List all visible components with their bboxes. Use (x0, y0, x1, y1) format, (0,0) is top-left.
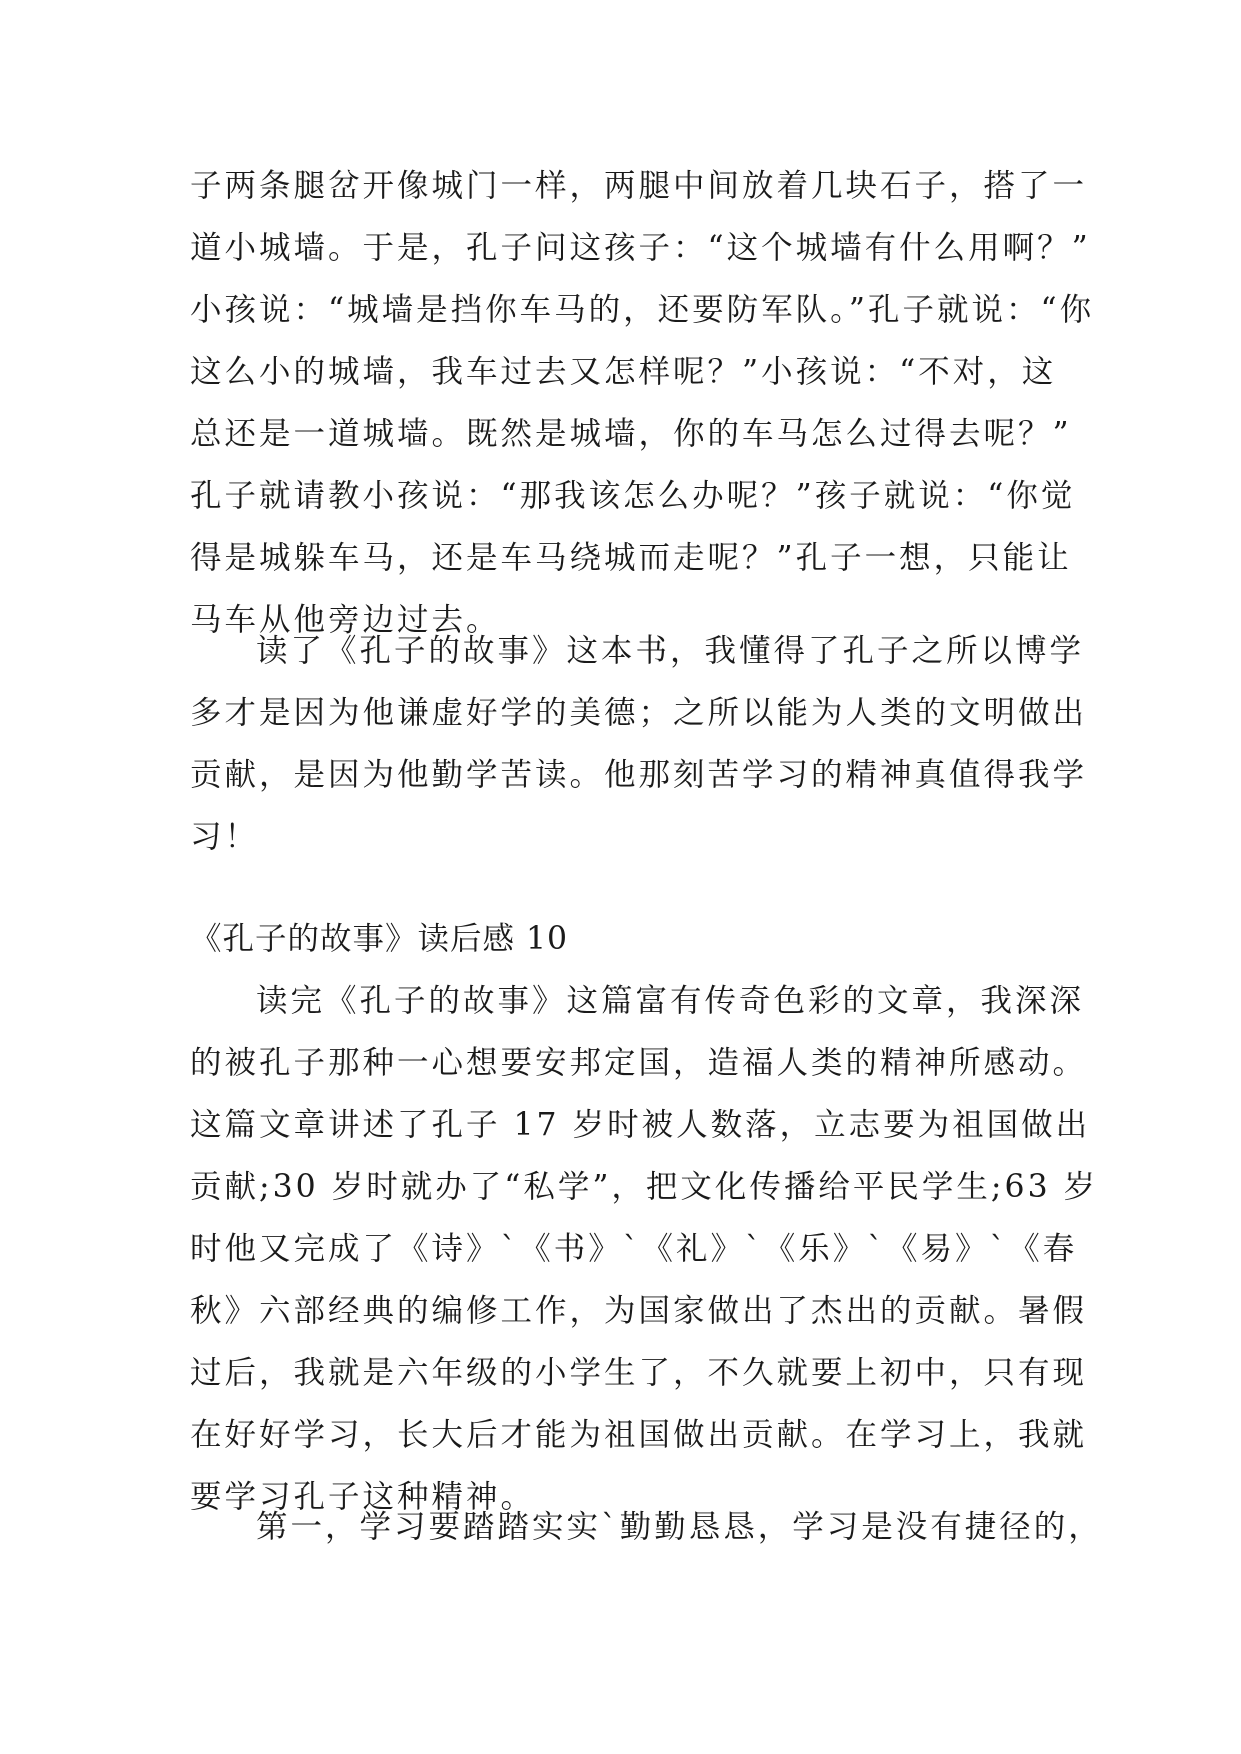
text-line: 要学习孔子这种精神。 (190, 1479, 536, 1515)
text-line: 得是城躲车马，还是车马绕城而走呢？”孔子一想，只能让 (190, 540, 1072, 576)
text-line: 时他又完成了《诗》`《书》`《礼》`《乐》`《易》`《春 (190, 1231, 1078, 1267)
text-line: 道小城墙。于是，孔子问这孩子：“这个城墙有什么用啊？” (190, 230, 1091, 266)
text-line: 总还是一道城墙。既然是城墙，你的车马怎么过得去呢？” (190, 416, 1072, 452)
text-line: 马车从他旁边过去。 (190, 602, 501, 638)
text-line: 这么小的城墙，我车过去又怎样呢？”小孩说：“不对，这 (190, 354, 1057, 390)
text-line: 秋》六部经典的编修工作，为国家做出了杰出的贡献。暑假 (190, 1293, 1088, 1329)
text-line: 读完《孔子的故事》这篇富有传奇色彩的文章，我深深 (256, 983, 1085, 1019)
text-line: 小孩说：“城墙是挡你车马的，还要防军队。”孔子就说：“你 (190, 292, 1095, 328)
section-heading: 《孔子的故事》读后感 10 (190, 921, 569, 957)
text-line: 贡献，是因为他勤学苦读。他那刻苦学习的精神真值得我学 (190, 757, 1088, 793)
text-line: 在好好学习，长大后才能为祖国做出贡献。在学习上，我就 (190, 1417, 1088, 1453)
text-line: 孔子就请教小孩说：“那我该怎么办呢？”孩子就说：“你觉 (190, 478, 1076, 514)
text-line: 的被孔子那种一心想要安邦定国，造福人类的精神所感动。 (190, 1045, 1088, 1081)
paragraph-essay-intro (190, 970, 1099, 1528)
text-line: 读了《孔子的故事》这本书，我懂得了孔子之所以博学 (256, 633, 1085, 669)
text-line: 这篇文章讲述了孔子 17 岁时被人数落，立志要为祖国做出 (190, 1107, 1091, 1143)
text-line: 过后，我就是六年级的小学生了，不久就要上初中，只有现 (190, 1355, 1088, 1391)
text-line: 贡献;30 岁时就办了“私学”，把文化传播给平民学生;63 岁 (190, 1169, 1099, 1205)
text-line: 子两条腿岔开像城门一样，两腿中间放着几块石子，搭了一 (190, 168, 1088, 204)
text-line: 多才是因为他谦虚好学的美德；之所以能为人类的文明做出 (190, 695, 1088, 731)
paragraph-point-one (190, 1496, 1103, 1558)
text-line: 第一，学习要踏踏实实`勤勤恳恳，学习是没有捷径的， (256, 1509, 1103, 1545)
text-line: 习！ (190, 819, 260, 855)
paragraph-reflection (190, 620, 1088, 868)
